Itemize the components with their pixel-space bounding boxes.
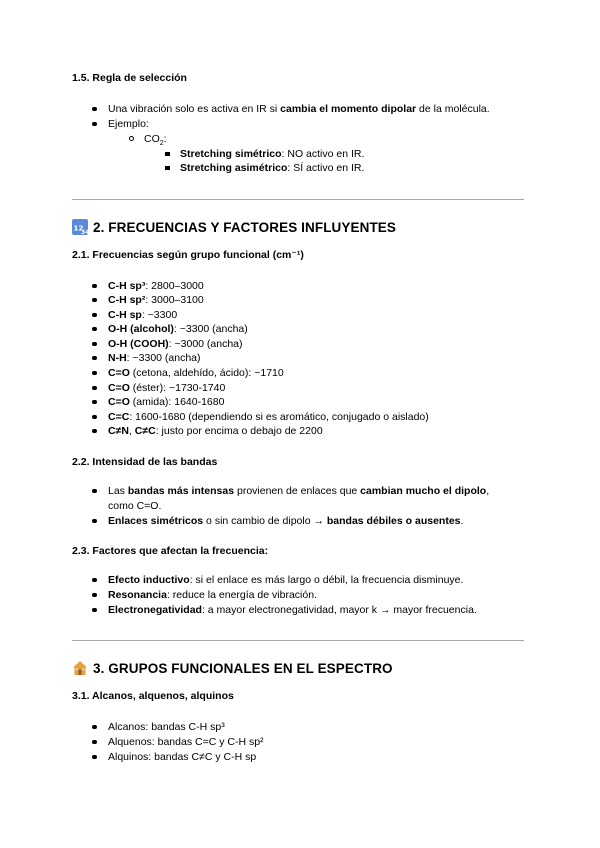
list-item — [108, 424, 323, 438]
list-item — [108, 337, 243, 351]
horizontal-rule — [72, 199, 524, 200]
list-item — [108, 102, 490, 116]
svg-text:12: 12 — [73, 224, 84, 233]
bold-text: C≠N — [108, 425, 129, 437]
bold-text: C=O — [108, 367, 130, 379]
bold-text: C≠C — [134, 425, 156, 437]
list-item — [108, 588, 317, 602]
list-item — [108, 351, 201, 365]
section-title-text: 3. GRUPOS FUNCIONALES EN EL ESPECTRO — [93, 661, 393, 676]
text: : 2800–3000 — [145, 280, 204, 292]
bold-text: Enlaces simétricos — [108, 515, 204, 527]
bold-text: C=C — [108, 411, 130, 423]
text: . — [460, 515, 464, 527]
list-item — [108, 573, 463, 587]
text: : ~3300 (ancha) — [173, 323, 248, 335]
text: Las — [108, 485, 128, 497]
text: : — [163, 133, 167, 145]
list-item-continuation: como C=O. — [108, 500, 162, 512]
text: : 3000–3100 — [145, 294, 204, 306]
text: , — [128, 425, 135, 437]
input-numbers-icon — [72, 219, 88, 235]
text: : ~3300 (ancha) — [126, 352, 201, 364]
text: o sin cambio de dipolo → — [203, 515, 327, 527]
text: : 1600-1680 (dependiendo si es aromático, conjugado o aislado) — [129, 411, 429, 423]
text: de la molécula. — [416, 103, 490, 115]
bold-text: bandas débiles o ausentes — [326, 515, 461, 527]
subscript: 2 — [159, 140, 164, 148]
house-icon — [72, 660, 88, 676]
text: (amida): 1640-1680 — [129, 396, 225, 408]
list-item — [108, 603, 477, 617]
text: Una vibración solo es activa en IR si — [108, 103, 281, 115]
bold-text: C=O — [108, 382, 130, 394]
bold-text: O-H (alcohol) — [108, 323, 174, 335]
list-item — [108, 366, 284, 380]
section-3-title — [72, 660, 393, 676]
bold-text: Resonancia — [108, 589, 167, 601]
text: provienen de enlaces que — [234, 485, 361, 497]
list-item — [108, 293, 204, 307]
list-item — [180, 161, 364, 175]
list-item — [108, 308, 177, 322]
bold-text: Electronegatividad — [108, 604, 202, 616]
bold-text: C-H sp³ — [108, 280, 146, 292]
section-2-title — [72, 219, 396, 235]
bold-text: Stretching asimétrico — [180, 162, 288, 174]
bold-text: N-H — [108, 352, 127, 364]
heading-2-2: 2.2. Intensidad de las bandas — [72, 456, 218, 468]
text: (cetona, aldehído, ácido): ~1710 — [129, 367, 284, 379]
list-item — [108, 117, 149, 131]
bold-text: Efecto inductivo — [108, 574, 190, 586]
horizontal-rule — [72, 640, 524, 641]
svg-text:34: 34 — [81, 229, 90, 236]
list-item — [108, 395, 224, 409]
list-item: Alquinos: bandas C≠C y C-H sp — [108, 751, 257, 763]
list-item — [108, 514, 463, 528]
text: : a mayor electronegatividad, mayor k → mayor frecuencia. — [201, 604, 477, 616]
text: : si el enlace es más largo o débil, la frecuencia disminuye. — [189, 574, 464, 586]
list-item: Alquenos: bandas C=C y C-H sp² — [108, 736, 264, 748]
list-item — [108, 381, 225, 395]
text: : justo por encima o debajo de 2200 — [155, 425, 323, 437]
heading-3-1: 3.1. Alcanos, alquenos, alquinos — [72, 690, 234, 702]
text: : SÍ activo en IR. — [287, 162, 365, 174]
section-title-text: 2. FRECUENCIAS Y FACTORES INFLUYENTES — [93, 220, 397, 235]
text: : reduce la energía de vibración. — [166, 589, 317, 601]
bold-text: cambia el momento dipolar — [280, 103, 417, 115]
bold-text: C=O — [108, 396, 130, 408]
text: CO — [144, 133, 160, 145]
heading-1-5: 1.5. Regla de selección — [72, 72, 187, 84]
heading-2-1: 2.1. Frecuencias según grupo funcional (cm⁻¹) — [72, 249, 304, 261]
bold-text: C-H sp² — [108, 294, 146, 306]
text: Ejemplo: — [108, 118, 149, 130]
bold-text: bandas más intensas — [127, 485, 235, 497]
bold-text: C-H sp — [108, 309, 142, 321]
text: : NO activo en IR. — [281, 148, 365, 160]
text: : ~3000 (ancha) — [168, 338, 243, 350]
text: : ~3300 — [141, 309, 178, 321]
list-item — [108, 410, 429, 424]
list-item — [144, 132, 167, 146]
bold-text: O-H (COOH) — [108, 338, 169, 350]
text: , — [486, 485, 490, 497]
heading-2-3: 2.3. Factores que afectan la frecuencia: — [72, 545, 269, 557]
bold-text: Stretching simétrico — [180, 148, 282, 160]
list-item — [108, 322, 248, 336]
list-item — [108, 484, 489, 498]
list-item: Alcanos: bandas C-H sp³ — [108, 721, 225, 733]
list-item — [108, 279, 204, 293]
list-item — [180, 147, 364, 161]
text: (éster): ~1730-1740 — [129, 382, 226, 394]
bold-text: cambian mucho el dipolo — [360, 485, 487, 497]
